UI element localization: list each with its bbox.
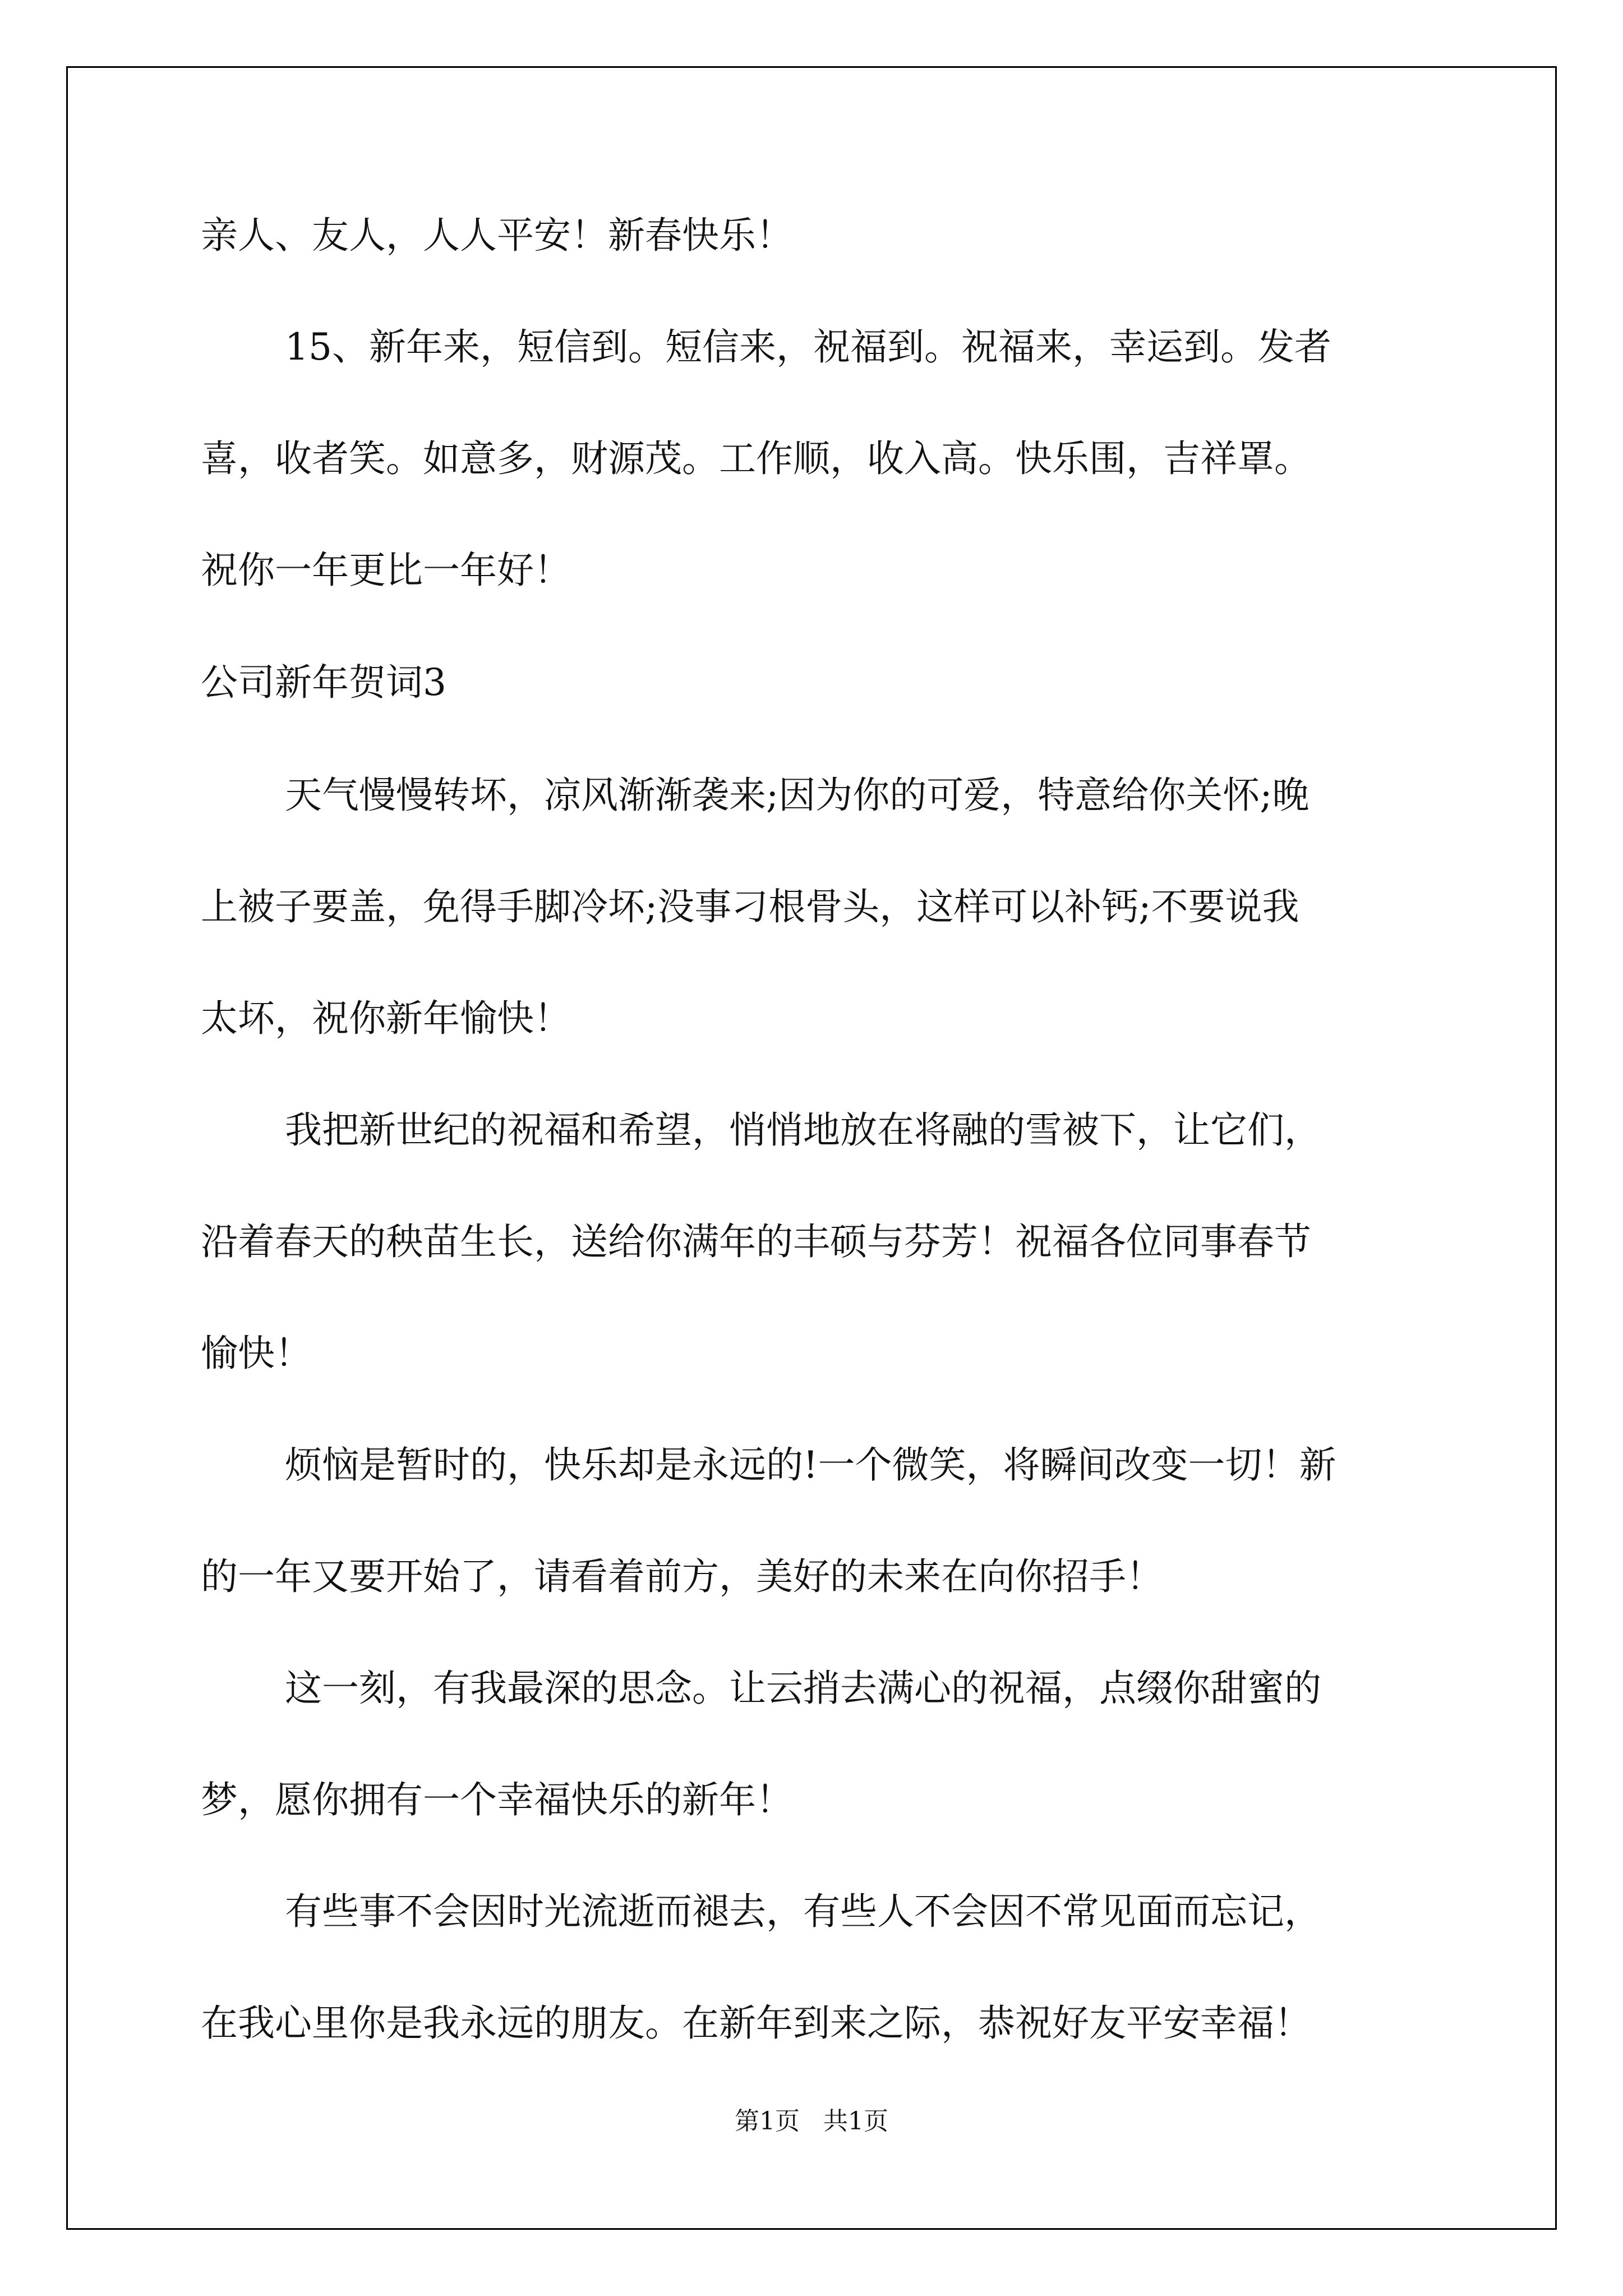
paragraph-line: 15、新年来，短信到。短信来，祝福到。祝福来，幸运到。发者 <box>285 325 1331 369</box>
paragraph-line: 祝你一年更比一年好！ <box>201 549 571 592</box>
paragraph-line: 太坏，祝你新年愉快！ <box>201 997 571 1040</box>
paragraph-line: 这一刻，有我最深的思念。让云捎去满心的祝福，点缀你甜蜜的 <box>285 1667 1321 1710</box>
paragraph-item-15 <box>201 319 1423 599</box>
paragraph-line: 上被子要盖，免得手脚冷坏;没事刁根骨头，这样可以补钙;不要说我 <box>201 885 1299 928</box>
document-body <box>201 208 1423 2051</box>
section-title: 公司新年贺词3 <box>201 661 446 704</box>
paragraph-2 <box>201 1102 1423 1382</box>
paragraph-line: 的一年又要开始了，请看着前方，美好的未来在向你招手！ <box>201 1555 1163 1598</box>
paragraph-4 <box>201 1660 1423 1828</box>
intro-line: 亲人、友人，人人平安！新春快乐！ <box>201 214 793 257</box>
paragraph-3 <box>201 1437 1423 1605</box>
paragraph-line: 烦恼是暂时的，快乐却是永远的!一个微笑，将瞬间改变一切！新 <box>285 1443 1336 1487</box>
paragraph-line: 梦，愿你拥有一个幸福快乐的新年！ <box>201 1778 793 1821</box>
paragraph-line: 喜，收者笑。如意多，财源茂。工作顺，收入高。快乐围，吉祥罩。 <box>201 437 1311 480</box>
paragraph-line: 沿着春天的秧苗生长，送给你满年的丰硕与芬芳！祝福各位同事春节 <box>201 1220 1311 1263</box>
paragraph-5 <box>201 1884 1423 2051</box>
page-number-footer: 第1页 共1页 <box>735 2107 888 2136</box>
paragraph-line: 在我心里你是我永远的朋友。在新年到来之际，恭祝好友平安幸福！ <box>201 2001 1311 2045</box>
paragraph-line: 有些事不会因时光流逝而褪去，有些人不会因不常见面而忘记， <box>285 1890 1321 1933</box>
paragraph-line: 天气慢慢转坏，凉风渐渐袭来;因为你的可爱，特意给你关怀;晚 <box>285 774 1310 817</box>
paragraph-line: 愉快！ <box>201 1332 312 1375</box>
paragraph-line: 我把新世纪的祝福和希望，悄悄地放在将融的雪被下，让它们， <box>285 1108 1321 1152</box>
paragraph-1 <box>201 767 1423 1047</box>
